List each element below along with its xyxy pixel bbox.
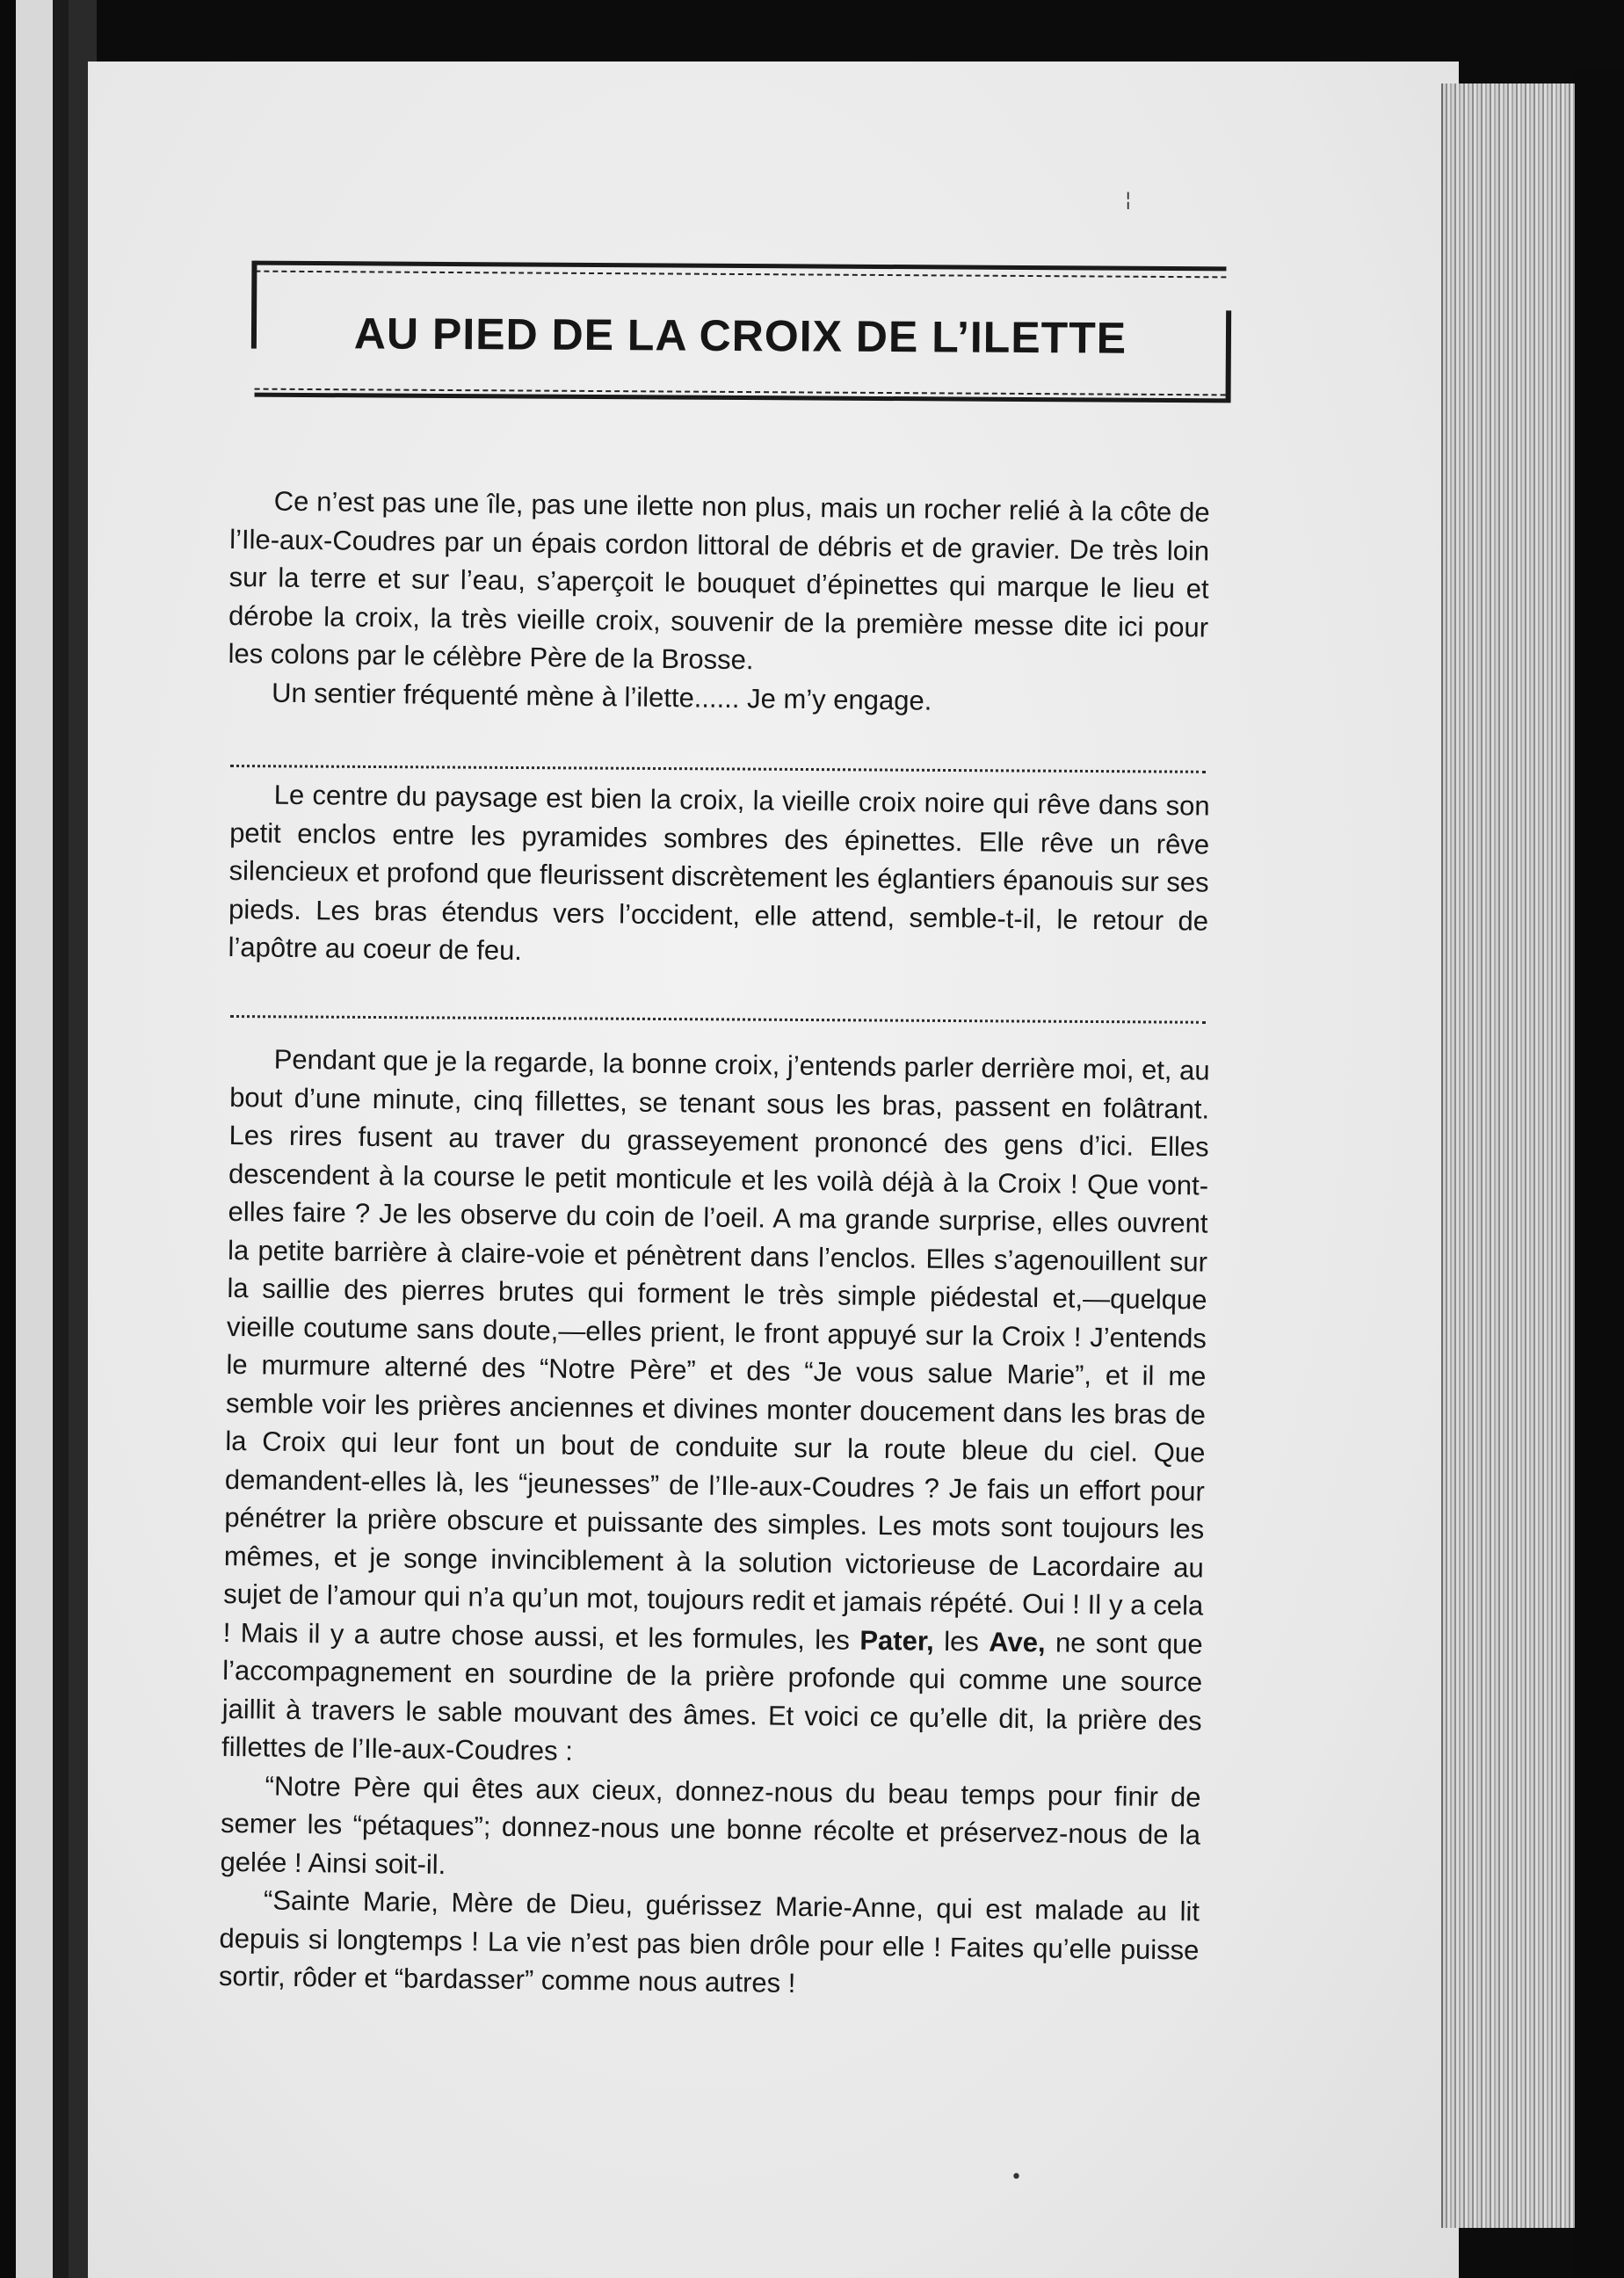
paragraph: Ce n’est pas une île, pas une ilette non plus, mais un rocher relié à la côte de l’Ile-aux-Coudres par un épais cordon littoral de débris et de gravier. De très loin sur la terre et sur l’eau, s’aperçoit le bouquet d’épinettes qui marque le lieu et dérobe la croix, la très vieille croix, souvenir de la première messe dite ici pour les colons par le célèbre Père de la Brosse.	[228, 485, 1210, 676]
bold-word-ave: Ave,	[989, 1626, 1046, 1658]
section-2	[228, 775, 1210, 978]
paragraph: Le centre du paysage est bien la croix, la vieille croix noire qui rêve dans son petit enclos entre les pyramides sombres des épinettes. Elle rêve un rêve silencieux et profond que fleurissent discrètement les églantiers épanouis sur ses pieds. Les bras étendus vers l’occident, elle attend, semble-t-il, le retour de l’apôtre au coeur de feu.	[228, 779, 1210, 967]
ink-speck: •	[1011, 2166, 1022, 2188]
section-3	[219, 1040, 1210, 2007]
paragraph: “Notre Père qui êtes aux cieux, donnez-nous du beau temps pour finir de semer les “pétaques”; donnez-nous une bonne récolte et préservez-nous de la gelée ! Ainsi soit-il.	[220, 1770, 1201, 1880]
title-frame-right-bar	[1226, 310, 1232, 403]
paragraph-text: les	[933, 1625, 990, 1658]
page-stack-edges	[1441, 83, 1575, 2228]
bold-word-pater: Pater,	[859, 1624, 935, 1657]
section-1	[228, 482, 1210, 723]
page-title: AU PIED DE LA CROIX DE L’ILETTE	[353, 308, 1127, 363]
paragraph: “Sainte Marie, Mère de Dieu, guérissez Marie-Anne, qui est malade au lit depuis si longtemps ! La vie n’est pas bien drôle pour elle ! Faites qu’elle puisse sortir, rôder et “bardasser” comme nous autres !	[218, 1884, 1200, 1999]
paragraph	[221, 1040, 1210, 1778]
ink-speck: ¦	[1125, 189, 1132, 211]
background-shadow	[1573, 70, 1624, 2278]
paragraph: Un sentier fréquenté mène à l’ilette...... Je m’y engage.	[271, 677, 932, 716]
paragraph-text: ne sont que l’accompagnement en sourdine de la prière profonde qui comme une source jaillit à travers le sable mouvant des âmes. Et voici ce qu’elle dit, la prière des fillettes de l’Ile-aux-Coudres :	[221, 1626, 1203, 1767]
book-binding-edge	[0, 0, 97, 2278]
paragraph-text: Pendant que je la regarde, la bonne croix, j’entends parler derrière moi, et, au bout d’une minute, cinq fillettes, se tenant sous les bras, passent en folâtrant. Les rires fusent au traver du grasseyement prononcé des gens d’ici. Elles descendent à la course le petit monticule et les voilà déjà à la Croix ! Que vont-elles faire ? Je les observe du coin de l’oeil. A ma grande surprise, elles ouvrent la petite barrière à claire-voie et pénètrent dans l’enclos. Elles s’agenouillent sur la saillie des pierres brutes qui forment le très simple piédestal et,—quelque vieille coutume sans doute,—elles prient, le front appuyé sur la Croix ! J’entends le murmure alterné des “Notre Père” et des “Je vous salue Marie”, et il me semble voir les prières anciennes et divines monter doucement dans les bras de la Croix qui leur font un bout de conduite sur la route bleue du ciel. Que demandent-elles là, les “jeunesses” de l’Ile-aux-Coudres ? Je fais un effort pour pénétrer la prière obscure et puissante des simples. Les mots sont toujours les mêmes, et je songe invinciblement à la solution victorieuse de Lacordaire au sujet de l’amour qui n’a qu’un mot, toujours redit et jamais répété. Oui ! Il y a cela ! Mais il y a autre chose aussi, et les formules, les	[222, 1043, 1210, 1656]
title-frame	[255, 261, 1227, 403]
